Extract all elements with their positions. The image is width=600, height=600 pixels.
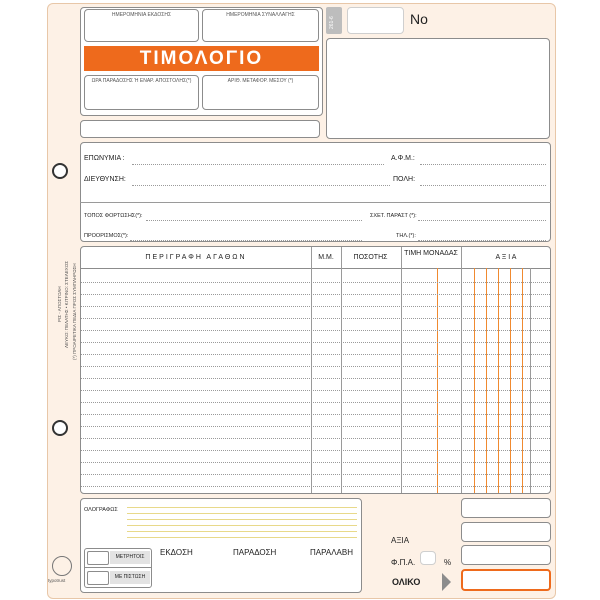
city-line[interactable] [420,185,546,186]
binder-hole-bottom [52,420,68,436]
serial-number-field[interactable] [347,7,404,34]
column-header-quantity: ΠΟΣΟΤΗΣ [353,254,388,261]
form-code: 261-6 [329,16,335,29]
table-row[interactable] [81,414,550,415]
table-row[interactable] [81,438,550,439]
column-divider [461,247,462,493]
customer-name-label: ΕΠΩΝΥΜΙΑ : [84,155,125,162]
in-words-label: ΟΛΟΓΡΑΦΩΣ [84,507,118,513]
table-row[interactable] [81,402,550,403]
table-row[interactable] [81,426,550,427]
table-row[interactable] [81,282,550,283]
vat-number-line[interactable] [420,164,546,165]
table-row[interactable] [81,378,550,379]
city-label: ΠΟΛΗ: [393,176,416,183]
related-doc-label: ΣΧΕΤ. ΠΑΡΑΣΤ (*): [370,213,417,219]
table-row[interactable] [81,354,550,355]
total-field[interactable] [461,569,551,591]
subtotal-field-1[interactable] [461,498,551,518]
column-header-unit-price: ΤΙΜΗ ΜΟΝΑΔΑΣ [404,250,458,257]
issue-date-label: ΗΜΕΡΟΜΗΝΙΑ ΕΚΔΟΣΗΣ [111,12,172,18]
total-arrow-icon [442,573,451,591]
items-table [80,246,551,494]
table-row[interactable] [81,486,550,487]
transaction-date-field[interactable] [202,9,319,42]
destination-label: ΠΡΟΟΡΙΣΜΟΣ(*): [84,233,129,239]
table-row[interactable] [81,390,550,391]
vat-label: Φ.Π.Α. [391,558,416,567]
number-label: Νο [410,11,428,27]
margin-note-2: ΛΕΥΚΟ: ΠΕΛΑΤΗΣ • ΚΙΤΡΙΝΟ: ΣΤΕΛΕΧΟΣ [64,261,69,348]
subtotal-field-2[interactable] [461,522,551,542]
value-field[interactable] [461,545,551,565]
column-divider [401,247,402,493]
delivery-signature-label: ΠΑΡΑΔΟΣΗ [233,548,277,557]
vat-rate-field[interactable] [420,551,436,565]
column-divider [341,247,342,493]
decimal-guide-line [474,268,475,493]
cents-divider [530,268,531,493]
logo-text: typotrust [48,578,66,583]
phone-label: ΤΗΛ.(*): [396,233,416,239]
phone-line[interactable] [418,240,546,241]
table-row[interactable] [81,342,550,343]
column-header-value: Α Ξ Ι Α [495,254,517,261]
loading-place-line[interactable] [146,220,362,221]
form-code-tab [326,7,342,34]
vehicle-number-label: ΑΡΙΘ. ΜΕΤΑΦΟΡ. ΜΕΣΟΥ (*) [227,78,294,84]
delivery-time-field[interactable] [84,75,199,110]
margin-note-1: ΡΙΣ - ΑΠΟΣΤΟΛΗ [57,286,62,322]
table-row[interactable] [81,306,550,307]
table-row[interactable] [81,450,550,451]
related-doc-line[interactable] [418,220,546,221]
loading-place-label: ΤΟΠΟΣ ΦΟΡΤΩΣΗΣ(*): [84,213,143,219]
payment-divider [84,567,152,568]
destination-line[interactable] [130,240,362,241]
vehicle-number-field[interactable] [202,75,319,110]
column-header-description: ΠΕΡΙΓΡΑΦΗ ΑΓΑΘΩΝ [145,254,247,261]
page-title: ΤΙΜΟΛΟΓΙΟ [139,48,264,69]
decimal-guide-line [486,268,487,493]
in-words-field[interactable] [127,502,357,542]
total-label: ΟΛΙΚΟ [392,577,421,587]
decimal-guide-line [522,268,523,493]
title-banner [84,46,319,71]
receipt-signature-label: ΠΑΡΑΛΑΒΗ [310,548,353,557]
address-label: ΔΙΕΥΘΥΝΣΗ: [84,176,126,183]
delivery-time-label: ΩΡΑ ΠΑΡΑΔΟΣΗΣ Ή ΕΝΑΡ. ΑΠΟΣΤΟΛΗΣ(*) [91,78,192,84]
customer-name-line[interactable] [132,164,384,165]
credit-label: ΜΕ ΠΙΣΤΩΣΗ [110,571,150,584]
address-line[interactable] [132,185,390,186]
cash-checkbox[interactable] [87,551,109,565]
column-header-unit: Μ.Μ. [318,254,334,261]
notes-strip[interactable] [80,120,320,138]
issue-date-field[interactable] [84,9,199,42]
credit-checkbox[interactable] [87,571,109,585]
percent-sign: % [444,558,452,567]
decimal-guide-line [437,268,438,493]
binder-hole-top [52,163,68,179]
vat-number-label: Α.Φ.Μ.: [391,155,415,162]
column-divider [311,247,312,493]
issuer-details-box[interactable] [326,38,550,139]
table-row[interactable] [81,474,550,475]
margin-note-3: (*) ΠΡΟΑΙΡΕΤΙΚΑ ΠΕΔΙΑ ΠΡΟΣ ΣΥΜΠΛΗΡΩΣΗ [72,263,77,360]
value-label: ΑΞΙΑ [391,536,410,545]
table-row[interactable] [81,462,550,463]
table-row[interactable] [81,366,550,367]
table-row[interactable] [81,318,550,319]
logo [52,556,72,576]
cash-label: ΜΕΤΡΗΤΟΙΣ [110,551,150,564]
issue-signature-label: ΕΚΔΟΣΗ [160,548,193,557]
transaction-date-label: ΗΜΕΡΟΜΗΝΙΑ ΣΥΝΑΛΛΑΓΗΣ [226,12,295,18]
decimal-guide-line [510,268,511,493]
decimal-guide-line [498,268,499,493]
table-row[interactable] [81,294,550,295]
customer-block [80,142,551,242]
table-row[interactable] [81,330,550,331]
customer-divider [80,202,551,203]
